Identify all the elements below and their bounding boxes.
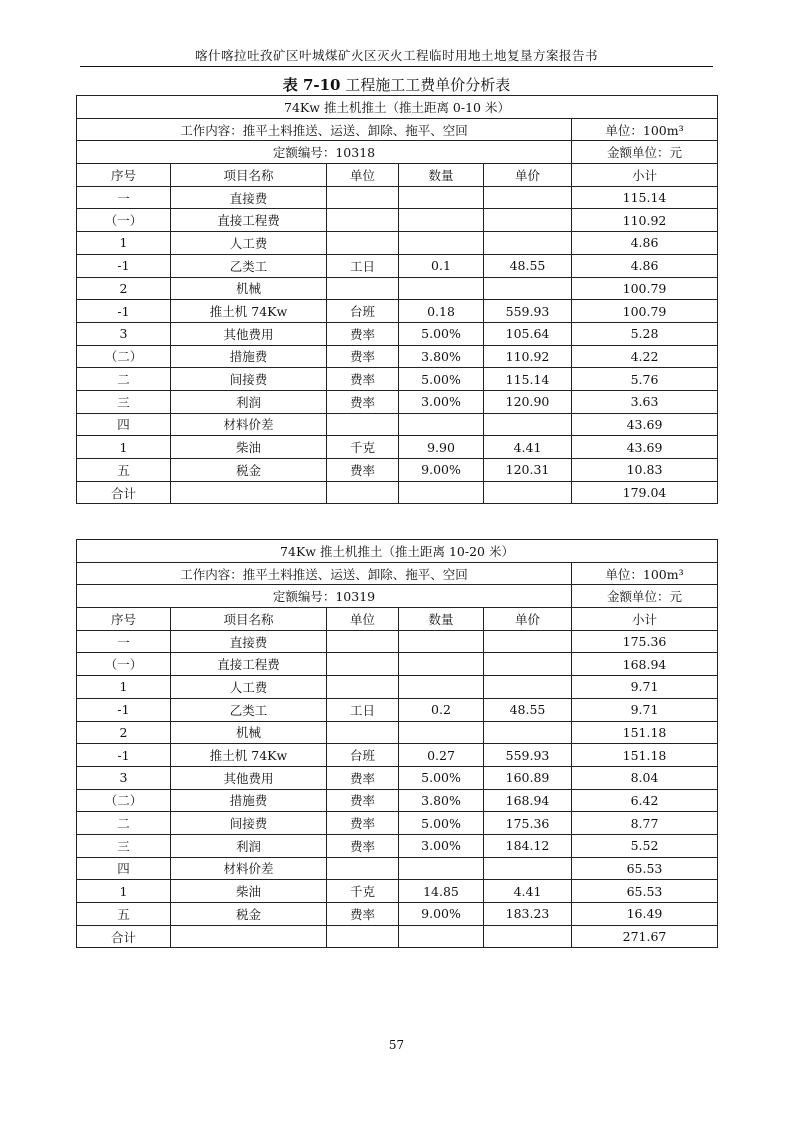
- row-price: 48.55: [484, 698, 572, 721]
- unit-label: 单位：100m³: [572, 118, 718, 141]
- row-name: 乙类工: [171, 698, 327, 721]
- table-row: [77, 209, 718, 232]
- section-title: 74Kw 推土机推土（推土距离 0-10 米）: [77, 96, 718, 119]
- column-header: 小计: [572, 608, 718, 631]
- row-qty: 9.90: [399, 436, 484, 459]
- row-subtotal: 43.69: [572, 436, 718, 459]
- row-price: [484, 676, 572, 699]
- row-name: 直接工程费: [171, 653, 327, 676]
- row-no: 四: [77, 857, 171, 880]
- row-unit: [327, 857, 399, 880]
- row-unit: 费率: [327, 390, 399, 413]
- row-name: 推土机 74Kw: [171, 744, 327, 767]
- row-subtotal: 4.22: [572, 345, 718, 368]
- quota-number: 定额编号：10319: [77, 585, 572, 608]
- table-row: [77, 789, 718, 812]
- row-price: [484, 186, 572, 209]
- row-name: [171, 925, 327, 948]
- row-price: 105.64: [484, 322, 572, 345]
- row-name: 间接费: [171, 368, 327, 391]
- quota-row: [77, 141, 718, 164]
- row-subtotal: 168.94: [572, 653, 718, 676]
- column-header-row: [77, 164, 718, 187]
- row-price: [484, 209, 572, 232]
- table-row: [77, 653, 718, 676]
- table-row: [77, 676, 718, 699]
- row-qty: [399, 277, 484, 300]
- row-no: 1: [77, 232, 171, 255]
- row-unit: 费率: [327, 459, 399, 482]
- row-no: 1: [77, 436, 171, 459]
- row-price: [484, 232, 572, 255]
- row-price: 183.23: [484, 903, 572, 926]
- work-content-row: [77, 118, 718, 141]
- table-row: [77, 925, 718, 948]
- row-unit: 费率: [327, 812, 399, 835]
- row-unit: 千克: [327, 880, 399, 903]
- row-unit: 台班: [327, 300, 399, 323]
- row-unit: 费率: [327, 766, 399, 789]
- row-price: [484, 857, 572, 880]
- table-row: [77, 744, 718, 767]
- table-row: [77, 698, 718, 721]
- row-price: 184.12: [484, 834, 572, 857]
- table-row: [77, 459, 718, 482]
- row-qty: [399, 209, 484, 232]
- row-qty: 0.2: [399, 698, 484, 721]
- row-subtotal: 10.83: [572, 459, 718, 482]
- row-unit: [327, 925, 399, 948]
- unit-label: 单位：100m³: [572, 562, 718, 585]
- row-name: 柴油: [171, 436, 327, 459]
- row-unit: [327, 209, 399, 232]
- row-no: 合计: [77, 481, 171, 504]
- row-unit: [327, 277, 399, 300]
- row-no: -1: [77, 744, 171, 767]
- row-no: -1: [77, 300, 171, 323]
- row-qty: 9.00%: [399, 903, 484, 926]
- table-row: [77, 413, 718, 436]
- row-name: 税金: [171, 903, 327, 926]
- table-row: [77, 481, 718, 504]
- row-subtotal: 115.14: [572, 186, 718, 209]
- row-qty: 3.00%: [399, 390, 484, 413]
- column-header: 序号: [77, 164, 171, 187]
- row-no: 五: [77, 903, 171, 926]
- row-unit: [327, 186, 399, 209]
- row-qty: [399, 857, 484, 880]
- row-unit: 费率: [327, 345, 399, 368]
- row-no: 一: [77, 186, 171, 209]
- row-name: 机械: [171, 721, 327, 744]
- cost-table-2: [76, 539, 718, 948]
- row-subtotal: 179.04: [572, 481, 718, 504]
- column-header: 单价: [484, 608, 572, 631]
- row-price: [484, 481, 572, 504]
- row-qty: 3.00%: [399, 834, 484, 857]
- row-unit: 工日: [327, 698, 399, 721]
- row-unit: 台班: [327, 744, 399, 767]
- table-row: [77, 766, 718, 789]
- row-qty: 9.00%: [399, 459, 484, 482]
- row-subtotal: 65.53: [572, 857, 718, 880]
- row-subtotal: 100.79: [572, 300, 718, 323]
- amount-unit: 金额单位：元: [572, 141, 718, 164]
- table-row: [77, 322, 718, 345]
- row-no: -1: [77, 698, 171, 721]
- row-name: 其他费用: [171, 322, 327, 345]
- row-no: 三: [77, 834, 171, 857]
- row-subtotal: 8.77: [572, 812, 718, 835]
- row-no: （二）: [77, 789, 171, 812]
- row-name: 直接费: [171, 186, 327, 209]
- row-name: 柴油: [171, 880, 327, 903]
- row-price: [484, 653, 572, 676]
- section-title: 74Kw 推土机推土（推土距离 10-20 米）: [77, 540, 718, 563]
- row-qty: [399, 630, 484, 653]
- row-name: 其他费用: [171, 766, 327, 789]
- row-qty: 0.18: [399, 300, 484, 323]
- quota-number: 定额编号：10318: [77, 141, 572, 164]
- table-row: [77, 903, 718, 926]
- row-no: （一）: [77, 653, 171, 676]
- table-row: [77, 345, 718, 368]
- row-price: 120.90: [484, 390, 572, 413]
- row-price: 559.93: [484, 744, 572, 767]
- column-header: 小计: [572, 164, 718, 187]
- row-qty: [399, 676, 484, 699]
- row-no: 四: [77, 413, 171, 436]
- row-unit: 费率: [327, 834, 399, 857]
- row-no: 2: [77, 277, 171, 300]
- table-row: [77, 812, 718, 835]
- column-header-row: [77, 608, 718, 631]
- row-unit: [327, 481, 399, 504]
- column-header: 数量: [399, 608, 484, 631]
- row-unit: 费率: [327, 368, 399, 391]
- row-name: 推土机 74Kw: [171, 300, 327, 323]
- row-name: 税金: [171, 459, 327, 482]
- row-no: 合计: [77, 925, 171, 948]
- row-no: 1: [77, 880, 171, 903]
- row-qty: [399, 721, 484, 744]
- row-qty: 3.80%: [399, 789, 484, 812]
- row-name: 直接费: [171, 630, 327, 653]
- column-header: 序号: [77, 608, 171, 631]
- table-row: [77, 834, 718, 857]
- row-no: 3: [77, 766, 171, 789]
- work-content-row: [77, 562, 718, 585]
- row-no: 3: [77, 322, 171, 345]
- row-qty: [399, 653, 484, 676]
- row-unit: [327, 676, 399, 699]
- amount-unit: 金额单位：元: [572, 585, 718, 608]
- row-qty: 5.00%: [399, 322, 484, 345]
- row-qty: 5.00%: [399, 368, 484, 391]
- row-subtotal: 5.28: [572, 322, 718, 345]
- table-row: [77, 186, 718, 209]
- row-price: [484, 277, 572, 300]
- running-header: 喀什喀拉吐孜矿区叶城煤矿火区灭火工程临时用地土地复垦方案报告书: [194, 48, 598, 63]
- table-row: [77, 880, 718, 903]
- row-name: 直接工程费: [171, 209, 327, 232]
- row-subtotal: 271.67: [572, 925, 718, 948]
- row-qty: 5.00%: [399, 766, 484, 789]
- row-no: 二: [77, 812, 171, 835]
- row-no: -1: [77, 254, 171, 277]
- row-price: 4.41: [484, 880, 572, 903]
- row-unit: [327, 232, 399, 255]
- page-number: 57: [388, 1038, 405, 1052]
- row-qty: 0.1: [399, 254, 484, 277]
- row-subtotal: 9.71: [572, 676, 718, 699]
- column-header: 单位: [327, 608, 399, 631]
- row-unit: [327, 413, 399, 436]
- table-row: [77, 721, 718, 744]
- work-content: 工作内容：推平土料推送、运送、卸除、拖平、空回: [77, 562, 572, 585]
- column-header: 单位: [327, 164, 399, 187]
- cost-table-1: [76, 95, 718, 504]
- row-name: 人工费: [171, 676, 327, 699]
- row-unit: [327, 653, 399, 676]
- row-no: 2: [77, 721, 171, 744]
- row-unit: 费率: [327, 789, 399, 812]
- row-subtotal: 151.18: [572, 721, 718, 744]
- row-unit: [327, 630, 399, 653]
- row-name: 机械: [171, 277, 327, 300]
- table-row: [77, 368, 718, 391]
- row-unit: [327, 721, 399, 744]
- row-price: [484, 721, 572, 744]
- row-price: [484, 413, 572, 436]
- row-qty: 0.27: [399, 744, 484, 767]
- table-row: [77, 254, 718, 277]
- row-subtotal: 3.63: [572, 390, 718, 413]
- quota-row: [77, 585, 718, 608]
- row-no: 1: [77, 676, 171, 699]
- row-no: （二）: [77, 345, 171, 368]
- row-qty: 14.85: [399, 880, 484, 903]
- row-unit: 费率: [327, 322, 399, 345]
- row-name: [171, 481, 327, 504]
- table-name: 工程施工工费单价分析表: [340, 76, 511, 94]
- row-price: 4.41: [484, 436, 572, 459]
- row-name: 乙类工: [171, 254, 327, 277]
- table-title: [76, 74, 717, 95]
- row-subtotal: 9.71: [572, 698, 718, 721]
- row-price: 120.31: [484, 459, 572, 482]
- row-name: 人工费: [171, 232, 327, 255]
- row-qty: [399, 481, 484, 504]
- column-header: 项目名称: [171, 608, 327, 631]
- row-price: 48.55: [484, 254, 572, 277]
- table-title-row: [77, 540, 718, 563]
- row-subtotal: 110.92: [572, 209, 718, 232]
- row-subtotal: 100.79: [572, 277, 718, 300]
- row-name: 间接费: [171, 812, 327, 835]
- row-price: [484, 630, 572, 653]
- work-content: 工作内容：推平土料推送、运送、卸除、拖平、空回: [77, 118, 572, 141]
- row-subtotal: 43.69: [572, 413, 718, 436]
- table-title-row: [77, 96, 718, 119]
- row-no: 二: [77, 368, 171, 391]
- row-price: [484, 925, 572, 948]
- table-number: 表 7-10: [282, 76, 341, 94]
- row-subtotal: 8.04: [572, 766, 718, 789]
- row-name: 材料价差: [171, 413, 327, 436]
- row-unit: 费率: [327, 903, 399, 926]
- row-subtotal: 5.76: [572, 368, 718, 391]
- table-row: [77, 630, 718, 653]
- row-qty: 3.80%: [399, 345, 484, 368]
- column-header: 项目名称: [171, 164, 327, 187]
- row-subtotal: 175.36: [572, 630, 718, 653]
- row-qty: 5.00%: [399, 812, 484, 835]
- row-no: 一: [77, 630, 171, 653]
- table-row: [77, 277, 718, 300]
- row-name: 措施费: [171, 789, 327, 812]
- row-subtotal: 6.42: [572, 789, 718, 812]
- row-name: 材料价差: [171, 857, 327, 880]
- row-price: 110.92: [484, 345, 572, 368]
- table-row: [77, 232, 718, 255]
- row-price: 115.14: [484, 368, 572, 391]
- row-qty: [399, 186, 484, 209]
- row-no: （一）: [77, 209, 171, 232]
- column-header: 单价: [484, 164, 572, 187]
- row-qty: [399, 232, 484, 255]
- row-name: 利润: [171, 390, 327, 413]
- row-unit: 千克: [327, 436, 399, 459]
- row-price: 559.93: [484, 300, 572, 323]
- row-name: 措施费: [171, 345, 327, 368]
- row-subtotal: 65.53: [572, 880, 718, 903]
- row-qty: [399, 413, 484, 436]
- row-subtotal: 5.52: [572, 834, 718, 857]
- row-subtotal: 4.86: [572, 232, 718, 255]
- row-name: 利润: [171, 834, 327, 857]
- table-row: [77, 436, 718, 459]
- row-qty: [399, 925, 484, 948]
- row-subtotal: 151.18: [572, 744, 718, 767]
- table-row: [77, 390, 718, 413]
- header-rule: [80, 66, 713, 67]
- row-no: 五: [77, 459, 171, 482]
- row-subtotal: 16.49: [572, 903, 718, 926]
- row-no: 三: [77, 390, 171, 413]
- row-price: 168.94: [484, 789, 572, 812]
- row-unit: 工日: [327, 254, 399, 277]
- row-price: 175.36: [484, 812, 572, 835]
- table-row: [77, 300, 718, 323]
- row-subtotal: 4.86: [572, 254, 718, 277]
- row-price: 160.89: [484, 766, 572, 789]
- table-row: [77, 857, 718, 880]
- column-header: 数量: [399, 164, 484, 187]
